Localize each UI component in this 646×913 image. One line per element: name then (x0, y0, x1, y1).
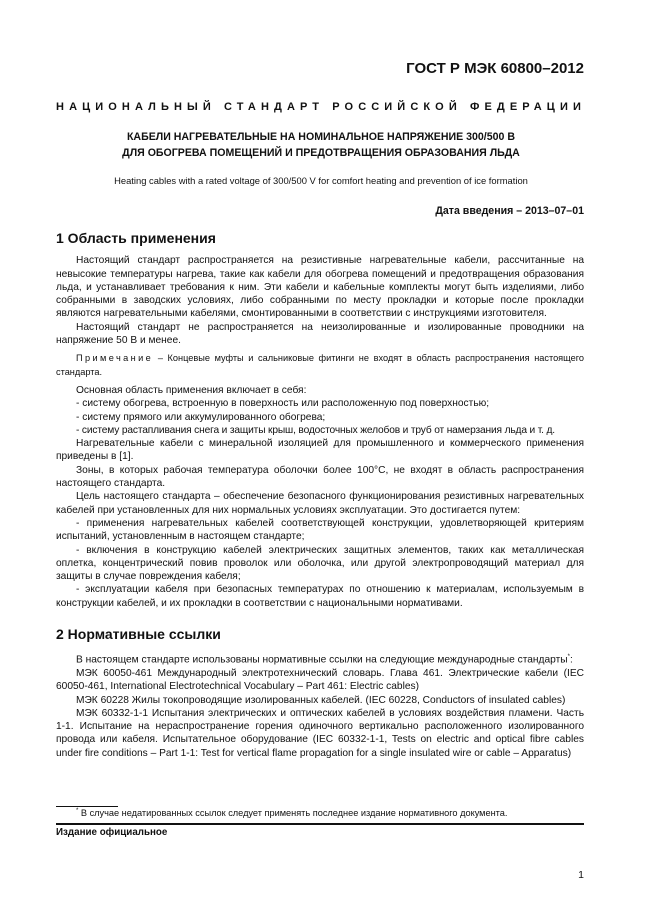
list-item: - систему прямого или аккумулированного обогрева; (76, 411, 326, 423)
reference-item: МЭК 60228 Жилы токопроводящие изолированных кабелей. (IEC 60228, Conductors of insulated cables) (76, 694, 566, 706)
paragraph: Основная область применения включает в себя: (76, 384, 307, 396)
paragraph: Зоны, в которых рабочая температура оболочки более 100°C, не входят в область распространения настоящего стандарта. (56, 464, 584, 490)
footnote-mark: * (567, 654, 570, 661)
reference-item: МЭК 60050-461 Международный электротехнический словарь. Глава 461. Электрические кабели (IEC 60050-461, International Electrotechnical Vocabulary – Part 461: Electric cables) (56, 667, 584, 693)
footnote (76, 808, 507, 818)
paragraph: Настоящий стандарт не распространяется на неизолированные и изолированные проводники на напряжение 50 В и менее. (56, 321, 584, 347)
page-number: 1 (578, 869, 584, 881)
note-text: – Концевые муфты и сальниковые фитинги не входят в область распространения настоящего стандарта. (56, 353, 584, 377)
paragraph: - применения нагревательных кабелей соответствующей конструкции, удовлетворяющей критериям испытаний, установленным в настоящем стандарте; (56, 517, 584, 543)
list-item: - систему растапливания снега и защиты крыш, водосточных желобов и труб от намерзания льда и т. д. (76, 424, 555, 436)
section-1 (56, 232, 584, 610)
section-heading: 2 Нормативные ссылки (56, 626, 221, 642)
title-line: ДЛЯ ОБОГРЕВА ПОМЕЩЕНИЙ И ПРЕДОТВРАЩЕНИЯ ОБРАЗОВАНИЯ ЛЬДА (122, 147, 520, 159)
english-title: Heating cables with a rated voltage of 300/500 V for comfort heating and prevention of ice formation (114, 175, 528, 186)
footer-divider (56, 823, 584, 825)
list-item: - систему обогрева, встроенную в поверхность или расположенную под поверхностью; (76, 398, 490, 410)
paragraph: - включения в конструкцию кабелей электрических защитных элементов, таких как металлическая оплетка, концентрический повив проволок или оболочка, или другой электропроводящий материал для защиты в случае повреждения кабеля; (56, 544, 584, 583)
document-title (56, 129, 586, 161)
paragraph: - эксплуатации кабеля при безопасных температурах по отношению к материалам, используемым в конструкции кабелей, и их прокладки в соответствии с национальными нормативами. (56, 584, 584, 609)
document-code: ГОСТ Р МЭК 60800–2012 (406, 60, 584, 77)
note (56, 352, 584, 379)
paragraph: Цель настоящего стандарта – обеспечение безопасного функционирования резистивных нагревательных кабелей при установленных для них нормальных условиях эксплуатации. Это достигается путем: (56, 491, 584, 516)
paragraph-text: В настоящем стандарте использованы нормативные ссылки на следующие международные стандарты (76, 654, 568, 666)
paragraph-text: : (569, 654, 573, 666)
footnote-text: В случае недатированных ссылок следует применять последнее издание нормативного документа. (78, 808, 508, 819)
footnote-divider (56, 806, 118, 807)
edition-label: Издание официальное (56, 827, 168, 838)
effective-date: Дата введения – 2013–07–01 (435, 205, 584, 217)
national-standard-banner: НАЦИОНАЛЬНЫЙ СТАНДАРТ РОССИЙСКОЙ ФЕДЕРАЦИИ (56, 101, 586, 113)
paragraph: Нагревательные кабели с минеральной изоляцией для промышленного и коммерческого применения приведены в [1]. (56, 438, 584, 463)
footnote-mark: * (76, 808, 79, 814)
section-heading: 1 Область применения (56, 230, 216, 246)
paragraph: Настоящий стандарт распространяется на резистивные нагревательные кабели, рассчитанные на невысокие температуры нагрева, такие как кабели для обогрева помещений и предотвращения образования льда, и устанавливает требования к ним. Эти кабели и кабельные комплекты могут быть изделиями, либо собранными в заводских условиях, либо собранными по месту прокладки и которые после прокладки являются нагревательными кабелями, смонтированными в соответствии с инструкциями изготовителя. (56, 255, 584, 320)
section-2 (56, 628, 584, 760)
paragraph (56, 651, 584, 667)
note-label: Примечание (76, 353, 154, 364)
reference-item: МЭК 60332-1-1 Испытания электрических и оптических кабелей в условиях воздействия пламени. Часть 1-1. Испытание на нераспространение горения одиночного вертикально расположенного изолированного провода или кабеля. Испытательное оборудование (IEC 60332-1-1, Tests on electric and optical fibre cables under fire conditions – Part 1-1: Test for vertical flame propagation for a single insulated wire or cable – Apparatus) (56, 707, 584, 759)
title-line: КАБЕЛИ НАГРЕВАТЕЛЬНЫЕ НА НОМИНАЛЬНОЕ НАПРЯЖЕНИЕ 300/500 В (126, 131, 516, 143)
